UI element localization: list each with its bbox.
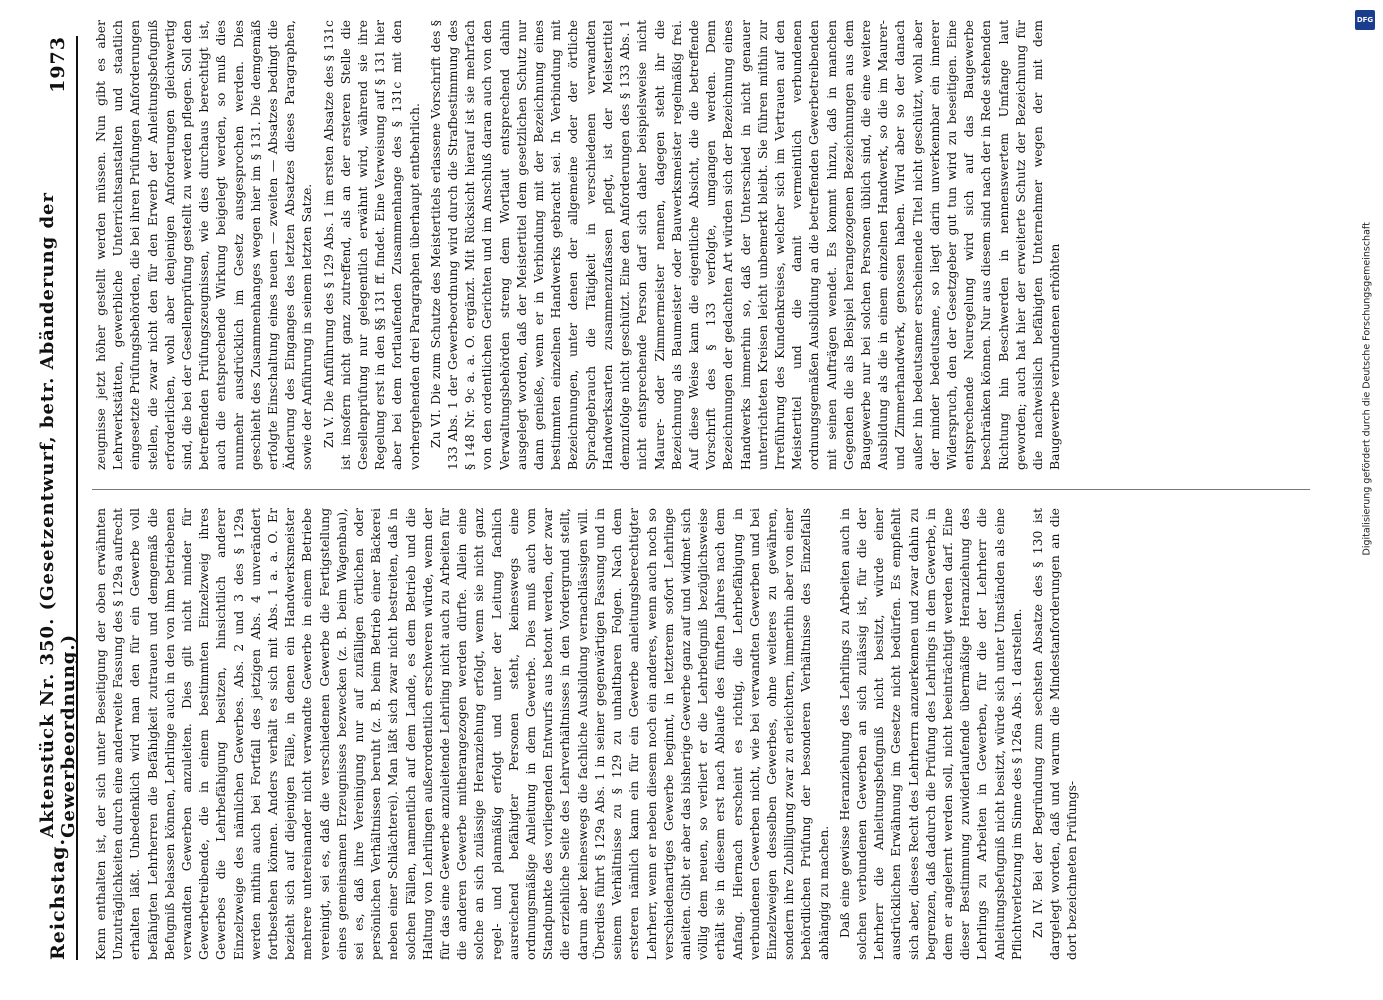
page-number: 1973 <box>47 36 69 93</box>
column-divider <box>92 489 1310 490</box>
text-column-left <box>92 508 1310 960</box>
paragraph: Zu VI. Die zum Schutze des Meistertitels erlassene Vorschrift des § 133 Abs. 1 der Gewerbeordnung wird durch die Strafbestimmung des § 148 Nr. 9c a. a. O. ergänzt. Mit Rücksicht hierauf ist sie mehrfach von den ordentlichen Gerichten und im Anschluß daran auch von den Verwaltungsbehörden streng dem Wortlaut entsprechend dahin ausgelegt worden, daß der Meistertitel dem gesetzlichen Schutz nur dann genieße, wenn er in Verbindung mit der Bezeichnung eines bestimmten einzelnen Handwerks gebracht sei. In Verbindung mit Bezeichnungen, unter denen der allgemeine oder der örtliche Sprachgebrauch die Tätigkeit in verschiedenen verwandten Handwerksarten zusammenzufassen pflegt, ist der Meistertitel demzufolge nicht geschützt. Eine den Anforderungen des § 133 Abs. 1 nicht entsprechende Person darf sich daher beispielsweise nicht Maurer- oder Zimmermeister nennen, dagegen steht ihr die Bezeichnung als Baumeister oder Bauwerksmeister regelmäßig frei. Auf diese Weise kann die eigentliche Absicht, die die betreffende Vorschrift des § 133 verfolgte, umgangen werden. Denn Bezeichnungen der gedachten Art würden sich der Bezeichnung eines Handwerks immerhin so, daß der Unterschied in nicht genauer unterrichteten Kreisen leicht unbemerkt bleibt. Sie führen mithin zur Irreführung des Kundenkreises, welcher sich im Vertrauen auf den Meistertitel und die damit vermeintlich verbundenen ordnungsgemäßen Ausbildung an die betreffenden Gewerbetreibenden mit seinen Aufträgen wendet. Es kommt hinzu, daß in manchen Gegenden die als Beispiel herangezogenen Bezeichnungen aus dem Baugewerbe nur bei solchen Personen üblich sind, die eine weitere Ausbildung als die in einem einzelnen Handwerk, so die im Maurer- und Zimmerhandwerk, genossen haben. Wird aber so der danach außer hin bedeutsamer erscheinende Titel nicht geschützt, wohl aber der minder bedeutsame, so liegt darin unverkennbar ein innerer Widerspruch, den der Gesetzgeber gut tun wird zu beseitigen. Eine entsprechende Neuregelung wird sich auf das Baugewerbe beschränken können. Nur aus diesem sind nach der in Rede stehenden Richtung hin Beschwerden in nennenswertem Umfange laut geworden; auch hat hier der erweiterte Schutz der Bezeichnung für die nachweislich befähigten Unternehmer wegen der mit dem Baugewerbe verbundenen erhöhten <box>427 20 1063 470</box>
header-title: Aktenstück Nr. 350. (Gesetzentwurf, betr. Abänderung der Gewerbeordnung.) <box>37 192 79 838</box>
credit-text: Digitalisierung gefördert durch die Deutsche Forschungsgemeinschaft <box>1361 222 1373 556</box>
header-left: Reichstag. <box>47 837 69 960</box>
paragraph: Kenn enthalten ist, der sich unter Beseitigung der oben erwähnten Unzuträglichkeiten durch eine anderweite Fassung des § 129a aufrecht erhalten läßt. Unbedenklich wird man den für ein Gewerbe voll befähigten Lehrherren die Befähigkeit zutrauen und demgemäß die Befugniß belassen können, Lehrlinge auch in den von ihm betriebenen verwandten Gewerben anzuleiten. Dies gilt nicht minder für Gewerbetreibende, die in einem bestimmten Einzelzweig ihres Gewerbes die Lehrbefähigung besitzen, hinsichtlich anderer Einzelzweige des nämlichen Gewerbes. Abs. 2 und 3 des § 129a werden mithin auch bei Fortfall des jetzigen Abs. 4 unverändert fortbestehen können. Anders verhält es sich mit Abs. 1 a. a. O. Er bezieht sich auf diejenigen Fälle, in denen ein Handwerksmeister mehrere untereinander nicht verwandte Gewerbe in einem Betriebe vereinigt, sei es, daß die verschiedenen Gewerbe die Fertigstellung eines gemeinsamen Erzeugnisses bezwecken (z. B. beim Wagenbau), sei es, daß ihre Vereinigung nur auf zufälligen örtlichen oder persönlichen Verhältnissen beruht (z. B. beim Betrieb einer Bäckerei neben einer Schlächterei). Man läßt sich zwar nicht bestreiten, daß in solchen Fällen, namentlich auf dem Lande, es dem Betrieb und die Haltung von Lehrlingen außerordentlich erschweren würde, wenn der für das eine Gewerbe anzuleitende Lehrling nicht auch zu Arbeiten für die anderen Gewerbe mitherangezogen werden dürfte. Allein eine solche an sich zulässige Heranziehung erfolgt, wenn sie nicht ganz regel- und planmäßig erfolgt und unter der Leitung fachlich ausreichend befähigter Personen steht, keineswegs eine ordnungsmäßige Anleitung in dem Gewerbe. Dies muß auch vom Standpunkte des vorliegenden Entwurfs aus betont werden, der zwar die erziehliche Seite des Lehrverhältnisses in den Vordergrund stellt, darum aber keineswegs die fachliche Ausbildung vernachlässigen will. Überdies führt § 129a Abs. 1 in seiner gegenwärtigen Fassung und in seinem Verhältnisse zu § 129 zu unhaltbaren Folgen. Nach dem ersteren nämlich kann ein für ein Gewerbe anleitungsberechtigter Lehrherr, wenn er neben diesem noch ein anderes, wenn auch noch so verschiedenartiges Gewerbe beginnt, in letzterem sofort Lehrlinge anleiten. Gibt er aber das bisherige Gewerbe ganz auf und widmet sich völlig dem neuen, so verliert er die Lehrbefugniß bezüglichsweise erhält sie in diesem erst nach Ablaufe des fünften Jahres nach dem Anfang. Hiernach erscheint es richtig, die Lehrbefähigung in verbundenen Gewerben nicht, wie bei verwandten Gewerben und bei Einzelzweigen desselben Gewerbes, ohne weiteres zu gewähren, sondern ihre Zubilligung zwar zu erleichtern, immerhin aber von einer behördlichen Prüfung der besonderen Verhältnisse des Einzelfalls abhängig zu machen. <box>93 508 831 960</box>
digitization-credit <box>1351 10 1377 990</box>
dfg-logo: DFG <box>1355 10 1375 30</box>
paragraph: Daß eine gewisse Heranziehung des Lehrlings zu Arbeiten auch in solchen verbundenen Gewerben an sich zulässig ist, für die der Lehrherr die Anleitungsbefugniß nicht besitzt, würde einer ausdrücklichen Erwähnung im Gesetze nicht bedürfen. Es empfiehlt sich aber, dieses Recht des Lehrherrn anzuerkennen und zwar dahin zu begrenzen, daß dadurch die Prüfung des Lehrlings in dem Gewerbe, in dem er angelernt werden soll, nicht beeinträchtigt werden darf. Eine dieser Bestimmung zuwiderlaufende übermäßige Heranziehung des Lehrlings zu Arbeiten in Gewerben, für die der Lehrherr die Anleitungsbefugniß nicht besitzt, würde sich unter Umständen als eine Pflichtverletzung im Sinne des § 126a Abs. 1 darstellen. <box>836 508 1024 960</box>
page-header <box>37 36 79 960</box>
text-column-right <box>92 20 1310 470</box>
paragraph: zeugnisse jetzt höher gestellt werden müssen. Nun gibt es aber Lehrwerkstätten, gewerbliche Unterrichtsanstalten und staatlich eingesetzte Prüfungsbehörden, die bei ihren Prüfungen Anforderungen stellen, die zwar nicht den für den Erwerb der Anleitungsbefugniß erforderlichen, wohl aber denjenigen Anforderungen gleichwertig sind, die bei der Gesellenprüfung gestellt zu werden pflegen. Soll den betreffenden Prüfungszeugnissen, wie dies durchaus berechtigt ist, auch die entsprechende Wirkung beigelegt werden, so muß dies nunmehr ausdrücklich im Gesetz ausgesprochen werden. Dies geschieht des Zusammenhanges wegen hier im § 131. Die demgemäß erfolgte Einschaltung eines neuen — zweiten — Absatzes bedingt die Änderung des Einganges des letzten Absatzes dieses Paragraphen, sowie der Anführung in seinem letzten Satze. <box>93 20 315 470</box>
paragraph: Zu V. Die Anführung des § 129 Abs. 1 im ersten Absatze des § 131c ist insofern nicht ganz zutreffend, als an der ersteren Stelle die Gesellenprüfung nur gelegentlich erwähnt wird, während sie ihre Regelung erst in den §§ 131 ff. findet. Eine Verweisung auf § 131 hier aber bei dem fortlaufenden Zusammenhange des § 131c mit den vorhergehenden drei Paragraphen überhaupt entbehrlich. <box>320 20 422 470</box>
paragraph: Zu IV. Bei der Begründung zum sechsten Absatze des § 130 ist dargelegt worden, daß und warum die Mindestanforderungen an die dort bezeichneten Prüfungs- <box>1029 508 1080 960</box>
